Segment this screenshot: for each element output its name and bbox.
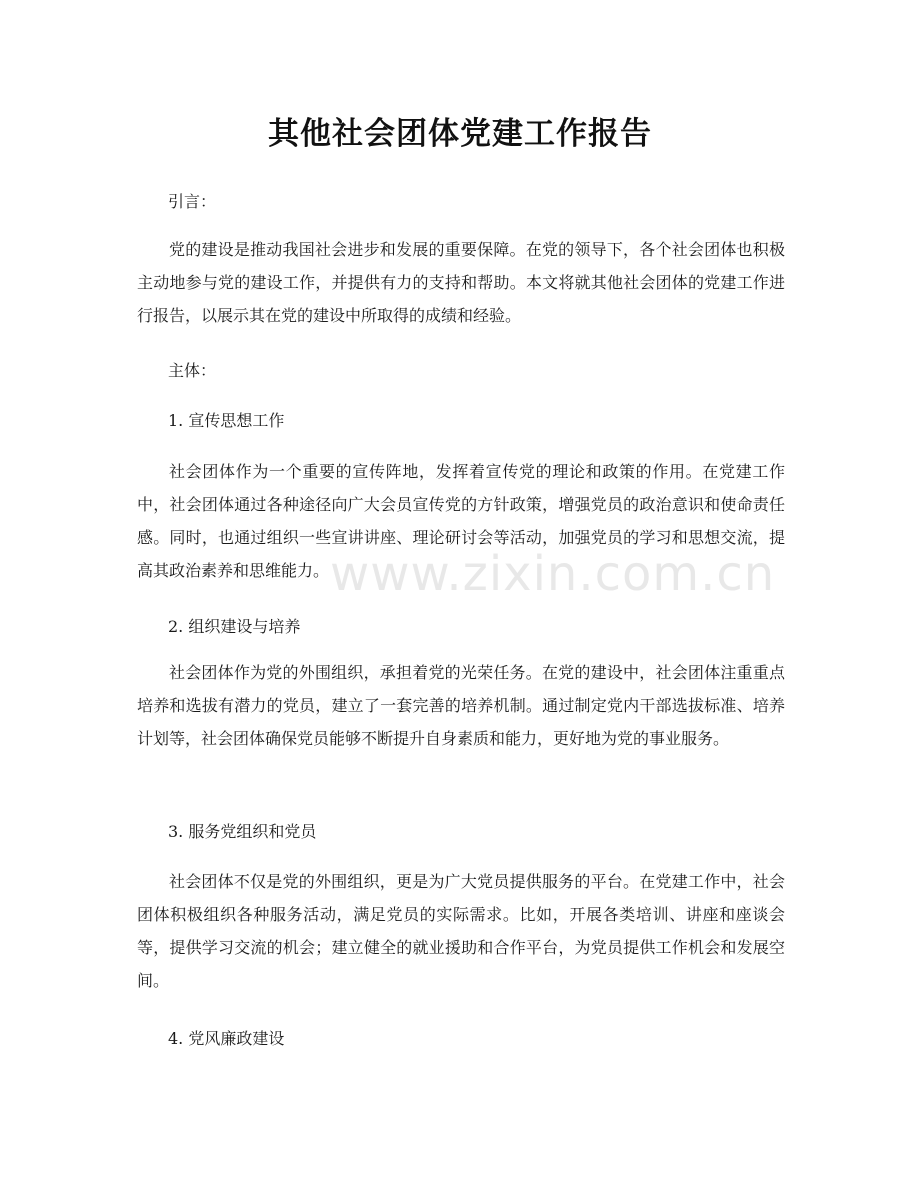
body-label: 主体：: [168, 361, 217, 380]
intro-label: 引言：: [168, 192, 217, 211]
intro-paragraph: 党的建设是推动我国社会进步和发展的重要保障。在党的领导下，各个社会团体也积极主动地参与党的建设工作，并提供有力的支持和帮助。本文将就其他社会团体的党建工作进行报告，以展示其在党的建设中所取得的成绩和经验。: [137, 240, 785, 325]
section-1-heading: 1. 宣传思想工作: [168, 411, 285, 430]
section-2-paragraph: 社会团体作为党的外围组织，承担着党的光荣任务。在党的建设中，社会团体注重重点培养和选拔有潜力的党员，建立了一套完善的培养机制。通过制定党内干部选拔标准、培养计划等，社会团体确保党员能够不断提升自身素质和能力，更好地为党的事业服务。: [137, 663, 785, 748]
section-3-heading: 3. 服务党组织和党员: [168, 822, 317, 841]
section-1-paragraph: 社会团体作为一个重要的宣传阵地，发挥着宣传党的理论和政策的作用。在党建工作中，社会团体通过各种途径向广大会员宣传党的方针政策，增强党员的政治意识和使命责任感。同时，也通过组织一些宣讲讲座、理论研讨会等活动，加强党员的学习和思想交流，提高其政治素养和思维能力。: [137, 462, 785, 580]
section-2-heading: 2. 组织建设与培养: [168, 617, 301, 636]
section-3-paragraph: 社会团体不仅是党的外围组织，更是为广大党员提供服务的平台。在党建工作中，社会团体积极组织各种服务活动，满足党员的实际需求。比如，开展各类培训、讲座和座谈会等，提供学习交流的机会；建立健全的就业援助和合作平台，为党员提供工作机会和发展空间。: [137, 872, 785, 990]
document-title: 其他社会团体党建工作报告: [268, 116, 652, 152]
section-4-heading: 4. 党风廉政建设: [168, 1029, 285, 1048]
watermark: www.zixin.com.cn: [330, 546, 776, 602]
